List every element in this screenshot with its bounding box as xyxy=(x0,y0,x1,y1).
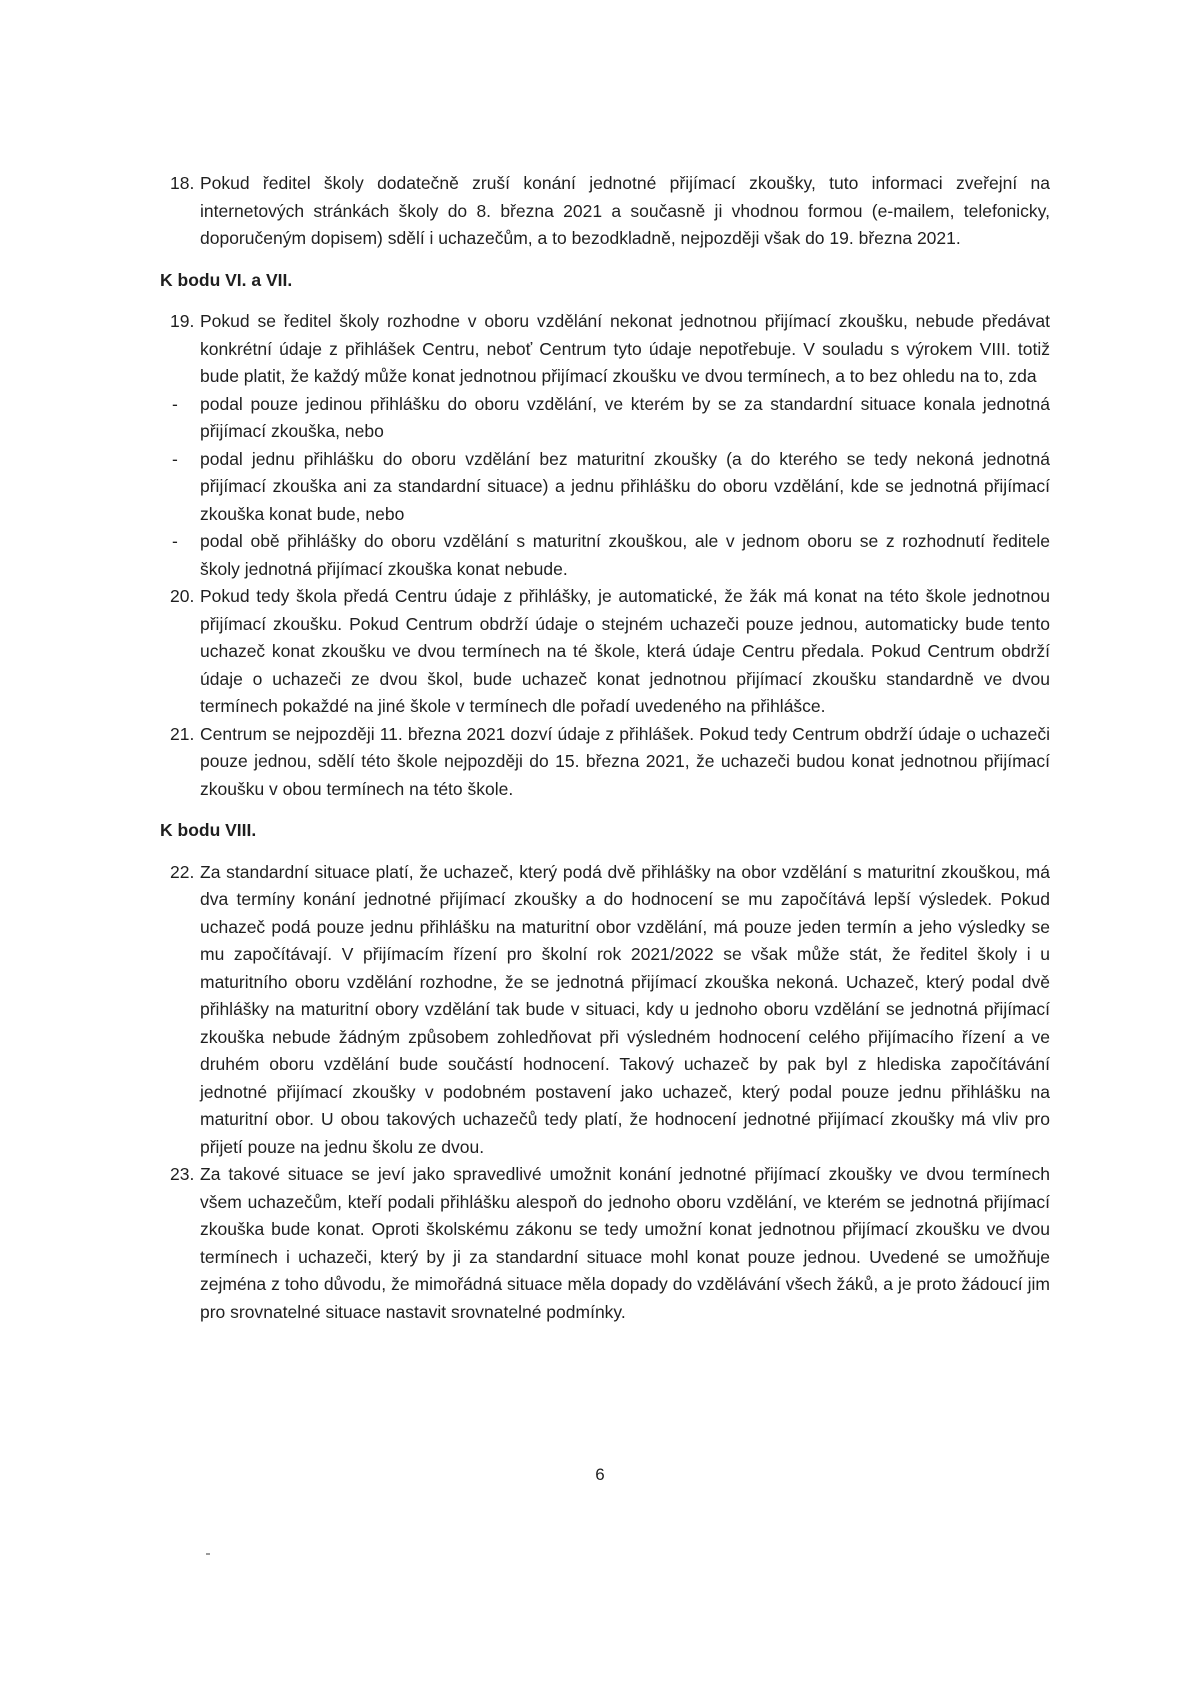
item-number: 21. xyxy=(170,723,195,744)
item-number: 19. xyxy=(170,311,195,331)
bullet-text: podal pouze jedinou přihlášku do oboru vzdělání, ve kterém by se za standardní situace konala jednotná přijímací zkouška, nebo xyxy=(200,393,1050,441)
bullet-dash: - xyxy=(172,531,178,551)
page-number: 6 xyxy=(595,1465,605,1484)
section-heading-vi-vii: K bodu VI. a VII. xyxy=(160,269,293,290)
bullet-dash: - xyxy=(172,448,178,469)
item-text: Centrum se nejpozději 11. března 2021 dozví údaje z přihlášek. Pokud tedy Centrum obdrží údaje o uchazeči pouze jednou, sdělí této škole nejpozději do 15. března 2021, že uchazeči budou konat jednotnou přijímací zkoušku v obou termínech na této škole. xyxy=(200,723,1050,799)
item-number: 23. xyxy=(170,1164,195,1184)
list-item-19 xyxy=(170,308,1050,391)
bullet-list xyxy=(170,391,1050,584)
item-number: 22. xyxy=(170,861,195,882)
item-text: Pokud se ředitel školy rozhodne v oboru vzdělání nekonat jednotnou přijímací zkoušku, nebude předávat konkrétní údaje z přihlášek Centru, neboť Centrum tyto údaje nepotřebuje. V souladu s výrokem VIII. totiž bude platit, že každý může konat jednotnou přijímací zkoušku ve dvou termínech, a to bez ohledu na to, zda xyxy=(200,311,1050,386)
list-item-20 xyxy=(170,583,1050,721)
list-item-22 xyxy=(170,859,1050,1162)
page-content xyxy=(160,170,1050,1326)
section-heading-viii: K bodu VIII. xyxy=(160,820,257,840)
item-text: Pokud tedy škola předá Centru údaje z přihlášky, je automatické, že žák má konat na této škole jednotnou přijímací zkoušku. Pokud Centrum obdrží údaje o stejném uchazeči pouze jednou, automaticky bude tento uchazeč konat zkoušku ve dvou termínech na té škole, která údaje Centru předala. Pokud Centrum obdrží údaje o uchazeči ze dvou škol, bude uchazeč konat jednotnou přijímací zkoušku standardně ve dvou termínech pokaždé na jiné škole v termínech dle pořadí uvedeného na přihlášce. xyxy=(200,586,1050,716)
item-text: Pokud ředitel školy dodatečně zruší konání jednotné přijímací zkoušky, tuto informaci zveřejní na internetových stránkách školy do 8. března 2021 a současně ji vhodnou formou (e-mailem, telefonicky, doporučeným dopisem) sdělí i uchazečům, a to bezodkladně, nejpozději však do 19. března 2021. xyxy=(200,173,1050,248)
bullet-item xyxy=(170,391,1050,446)
item-number: 20. xyxy=(170,586,195,606)
bullet-item xyxy=(170,446,1050,529)
bullet-text: podal obě přihlášky do oboru vzdělání s maturitní zkouškou, ale v jednom oboru se z rozhodnutí ředitele školy jednotná přijímací zkouška konat nebude. xyxy=(200,531,1050,579)
bullet-dash: - xyxy=(172,393,178,414)
bullet-text: podal jednu přihlášku do oboru vzdělání bez maturitní zkoušky (a do kterého se tedy nekoná jednotná přijímací zkouška ani za standardní situace) a jednu přihlášku do oboru vzdělání, kde se jednotná přijímací zkouška konat bude, nebo xyxy=(200,448,1050,524)
item-text: Za takové situace se jeví jako spravedlivé umožnit konání jednotné přijímací zkoušky ve dvou termínech všem uchazečům, kteří podali přihlášku alespoň do jednoho oboru vzdělání, ve kterém se jednotná přijímací zkouška bude konat. Oproti školskému zákonu se tedy umožní konat jednotnou přijímací zkoušku ve dvou termínech i uchazeči, který by ji za standardní situace mohl konat pouze jednou. Uvedené se umožňuje zejména z toho důvodu, že mimořádná situace měla dopady do vzdělávání všech žáků, a je proto žádoucí jim pro srovnatelné situace nastavit srovnatelné podmínky. xyxy=(200,1164,1050,1322)
list-item-18 xyxy=(170,170,1050,253)
list-item-21 xyxy=(170,721,1050,804)
bullet-item xyxy=(170,528,1050,583)
scan-speck xyxy=(206,1553,210,1555)
list-item-23 xyxy=(170,1161,1050,1326)
item-text: Za standardní situace platí, že uchazeč, který podá dvě přihlášky na obor vzdělání s maturitní zkouškou, má dva termíny konání jednotné přijímací zkoušky a do hodnocení se mu započítává lepší výsledek. Pokud uchazeč podá pouze jednu přihlášku na maturitní obor vzdělání, má pouze jeden termín a jeho výsledky se mu započítávají. V přijímacím řízení pro školní rok 2021/2022 se však může stát, že ředitel školy i u maturitního oboru vzdělání rozhodne, že se jednotná přijímací zkouška nekoná. Uchazeč, který podal dvě přihlášky na maturitní obory vzdělání tak bude v situaci, kdy u jednoho oboru vzdělání se jednotná přijímací zkouška nebude žádným způsobem zohledňovat při výsledném hodnocení celého přijímacího řízení a ve druhém oboru vzdělání bude součástí hodnocení. Takový uchazeč by pak byl z hlediska započítávání jednotné přijímací zkoušky v podobném postavení jako uchazeč, který podal pouze jednu přihlášku na maturitní obor. U obou takových uchazečů tedy platí, že hodnocení jednotné přijímací zkoušky má vliv pro přijetí pouze na jednu školu ze dvou. xyxy=(200,861,1050,1157)
item-number: 18. xyxy=(170,173,195,193)
